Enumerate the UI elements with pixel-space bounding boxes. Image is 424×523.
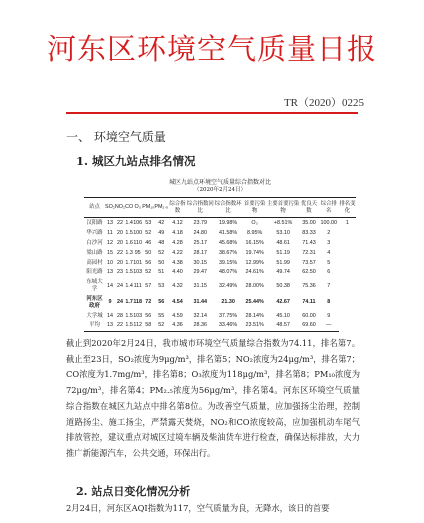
table-cell: O₃: [251, 220, 258, 226]
table-row: [84, 311, 356, 321]
table-cell: 45.10: [276, 312, 290, 319]
table-cell: 51: [158, 269, 165, 276]
table-cell: 25.17: [193, 239, 208, 246]
table-cell: 24.61%: [245, 269, 264, 276]
table-cell: 24: [117, 299, 123, 306]
table-cell: 37.75%: [218, 312, 238, 319]
red-divider: [66, 112, 358, 114]
table-cell: 7: [327, 282, 331, 289]
table-cell: 白沙河: [86, 239, 103, 246]
table-header-cell: CO: [125, 198, 133, 218]
table-row: [84, 238, 356, 248]
table-cell: 14: [106, 312, 113, 319]
table-cell: 21.30: [221, 299, 235, 306]
table-cell: 9: [327, 312, 331, 319]
table-cell: 6: [327, 269, 331, 276]
table-cell: 71.43: [302, 239, 316, 246]
analysis-paragraph: 截止到2020年2月24日，我市城市环境空气质量综合指数为74.11，排名第7。截止至23日，SO₂浓度为9μg/m³，排名第5；NO₂浓度为24μg/m³，排名第7；CO浓度为1.7mg/m³，排名第8；O₃浓度为118μg/m³，排名第8；PM₁₀浓度为72μg/m³，排名第4；PM₂.₅浓度为56μg/m³，排名第4。河东区环境空气质量综合指数在城区九站点中排名第8位。为改善空气质量，应加强扬尘治理，控制道路扬尘、施工扬尘，严禁露天焚烧，NO₂和CO浓度较高，应加强机动车尾气排放管控，建议重点对城区过境车辆及柴油货车进行检查，确保达标排放，大力推广新能源汽车，公共交通，环保出行。: [66, 338, 360, 458]
table-cell: 69.60: [299, 321, 318, 331]
ranking-table-block: [84, 179, 356, 332]
table-cell: 51.99: [276, 259, 290, 266]
table-cell: 60.00: [302, 312, 316, 319]
table-cell: 阳光路: [86, 269, 103, 276]
document-number: TR（2020）0225: [283, 97, 364, 109]
table-cell: 83.33: [302, 229, 316, 236]
table-cell: 华兴路: [86, 229, 103, 236]
table-cell: 1.5: [125, 312, 133, 319]
table-cell: 57: [145, 282, 152, 289]
table-cell: 22: [117, 249, 123, 256]
table-cell: 15: [106, 249, 113, 256]
table-row: [84, 278, 356, 295]
table-cell: 38.67%: [218, 249, 238, 256]
table-cell: 49.74: [276, 269, 290, 276]
table-cell: 52: [158, 249, 165, 256]
table-cell: 50: [145, 249, 152, 256]
table-cell: 4.32: [172, 282, 183, 289]
table-row: [84, 258, 356, 268]
table-row: [84, 228, 356, 238]
table-cell: 4.12: [172, 220, 183, 226]
table-cell: 20: [117, 229, 123, 236]
table-cell: 1.5: [125, 321, 133, 331]
table-cell: 100: [133, 229, 143, 236]
table-cell: 1: [345, 220, 349, 226]
table-header-cell: PM₂.₅: [154, 198, 168, 218]
table-cell: 25.44%: [245, 299, 264, 306]
table-cell: 19.74%: [245, 249, 264, 256]
table-cell: 4: [327, 249, 331, 256]
table-header-cell: 排名变化: [339, 198, 356, 218]
table-cell: 13: [106, 220, 113, 226]
table-cell: 101: [133, 259, 143, 266]
table-cell: 12.99%: [245, 259, 264, 266]
table-cell: 13: [105, 321, 115, 331]
table-header-cell: 首要污染物: [242, 198, 267, 218]
table-cell: 73.57: [302, 259, 316, 266]
table-cell: +8.51%: [273, 220, 293, 226]
table-cell: 51.19: [276, 249, 290, 256]
table-cell: 49: [158, 229, 165, 236]
table-row: [84, 321, 356, 331]
table-cell: 46: [145, 239, 152, 246]
table-cell: 52: [145, 229, 152, 236]
table-row: [84, 294, 356, 311]
table-cell: 14: [106, 282, 113, 289]
table-cell: 103: [133, 269, 143, 276]
table-cell: 8.95%: [246, 229, 263, 236]
table-cell: 5: [327, 259, 331, 266]
table-cell: 103: [133, 312, 143, 319]
table-header-cell: O₃: [133, 198, 142, 218]
table-cell: 48.61: [276, 239, 290, 246]
table-cell: 4.40: [172, 269, 183, 276]
table-date: （2020年2月24日）: [194, 187, 246, 193]
table-row: [84, 268, 356, 278]
table-cell: 74.11: [302, 299, 316, 306]
table-cell: 45.68%: [218, 239, 238, 246]
report-title: 河东区环境空气质量日报: [46, 32, 377, 66]
table-cell: 112: [133, 321, 142, 331]
table-cell: 4.38: [172, 259, 183, 266]
subsection-heading-daily-change: 2. 站点日变化情况分析: [76, 485, 191, 498]
table-header-cell: 综合指数环比: [214, 198, 242, 218]
table-cell: 42.67: [276, 299, 290, 306]
table-cell: 100.00: [320, 220, 337, 226]
table-cell: 110: [133, 239, 142, 246]
table-cell: 50: [158, 259, 165, 266]
table-cell: 汉阳路: [86, 220, 103, 226]
table-cell: 52: [145, 269, 152, 276]
table-header-cell: 优良天数: [299, 198, 318, 218]
table-cell: 4.22: [172, 249, 183, 256]
table-title: 城区九站点环境空气质量综合指数对比: [168, 179, 271, 186]
table-cell: 23.79: [193, 220, 208, 226]
table-cell: 1.5: [125, 229, 133, 236]
table-cell: 3: [327, 239, 331, 246]
table-cell: 高园村: [86, 259, 103, 266]
table-cell: —: [319, 321, 339, 331]
table-cell: 东城大学: [86, 279, 103, 293]
table-cell: 4.36: [168, 321, 187, 331]
table-header-cell: SO₂: [105, 198, 115, 218]
table-cell: 62.50: [302, 269, 316, 276]
table-cell: 75.36: [302, 282, 316, 289]
table-cell: 53.10: [276, 229, 290, 236]
table-cell: 24.80: [193, 229, 208, 236]
table-cell: 29.47: [193, 269, 208, 276]
table-cell: 56: [158, 299, 165, 306]
subsection-heading-ranking: 1. 城区九站点排名情况: [76, 154, 196, 168]
table-cell: 1.7: [125, 259, 133, 266]
table-cell: 1.4: [125, 220, 133, 226]
table-header-cell: PM₁₀: [142, 198, 154, 218]
table-cell: 2: [327, 229, 331, 236]
table-cell: 28.17: [193, 249, 208, 256]
table-cell: 4.28: [172, 239, 183, 246]
table-cell: 4.59: [172, 312, 183, 319]
table-cell: 11: [107, 229, 113, 236]
table-cell: 大学城: [86, 312, 103, 319]
table-cell: 35.00: [302, 220, 316, 226]
table-cell: 19.98%: [218, 220, 238, 226]
table-cell: 22: [117, 220, 123, 226]
table-header-cell: 站点: [84, 198, 105, 218]
ranking-table: [84, 197, 356, 332]
table-cell: 48.07%: [218, 269, 238, 276]
table-cell: 118: [133, 299, 143, 306]
table-cell: 32.49%: [218, 282, 238, 289]
table-cell: 1.7: [125, 299, 133, 306]
table-cell: 48.57: [267, 321, 299, 331]
table-cell: 53: [158, 282, 165, 289]
table-cell: 72: [145, 299, 152, 306]
table-cell: 4.18: [172, 229, 183, 236]
table-cell: 28.00%: [245, 282, 264, 289]
table-cell: 48: [158, 239, 165, 246]
table-header-cell: 综合指数同比: [187, 198, 214, 218]
table-cell: 10: [106, 259, 113, 266]
table-cell: 95: [134, 249, 141, 256]
table-cell: 1.6: [125, 239, 133, 246]
table-cell: 31.44: [193, 299, 208, 306]
table-cell: 12: [106, 239, 113, 246]
daily-change-paragraph: 2月24日，河东区AQI指数为117，空气质量为良，无降水，该日的首要: [66, 503, 330, 513]
table-cell: 39.15%: [218, 259, 238, 266]
table-header-cell: 综合排名: [319, 198, 339, 218]
table-cell: 53: [145, 220, 152, 226]
table-cell: 55: [158, 312, 165, 319]
table-cell: 72.31: [302, 249, 316, 256]
table-row: [84, 248, 356, 258]
table-cell: 56: [145, 259, 152, 266]
table-cell: 24: [117, 282, 123, 289]
table-cell: 50.38: [276, 282, 290, 289]
table-cell: 106: [133, 220, 143, 226]
table-cell: 28.36: [187, 321, 214, 331]
table-header-cell: NO₂: [115, 198, 125, 218]
table-cell: 平均: [84, 321, 105, 331]
table-header-row: [84, 198, 356, 218]
table-cell: 9: [108, 299, 112, 306]
table-cell: 8: [327, 299, 331, 306]
table-cell: 58: [142, 321, 154, 331]
table-cell: 31.15: [193, 282, 208, 289]
table-cell: 33.46%: [214, 321, 242, 331]
table-cell: 梁山路: [86, 249, 103, 256]
section-heading-air-quality: 一、 环境空气质量: [66, 130, 166, 144]
table-cell: 16.15%: [245, 239, 264, 246]
table-cell: 23: [117, 269, 123, 276]
table-cell: 30.15: [193, 259, 208, 266]
table-cell: 1.4: [125, 282, 133, 289]
table-body: [84, 218, 356, 331]
table-cell: 河东区政府: [86, 295, 103, 309]
table-cell: 32.14: [193, 312, 208, 319]
table-cell: 22: [115, 321, 125, 331]
table-cell: 42: [158, 220, 165, 226]
table-cell: 28: [117, 312, 123, 319]
table-header-cell: 主要首要污染物: [267, 198, 299, 218]
table-cell: 52: [154, 321, 168, 331]
table-cell: 28.14%: [245, 312, 264, 319]
table-cell: 41.58%: [218, 229, 238, 236]
table-cell: 4.54: [172, 299, 183, 306]
table-row: [84, 218, 356, 228]
table-cell: 20: [117, 259, 123, 266]
table-cell: 1.5: [125, 269, 133, 276]
table-cell: 23.51%: [242, 321, 267, 331]
table-cell: 20: [117, 239, 123, 246]
table-cell: 1.3: [125, 249, 133, 256]
table-cell: 56: [145, 312, 152, 319]
table-cell: 13: [106, 269, 113, 276]
table-cell: 111: [133, 282, 142, 289]
table-header-cell: 综合指数: [168, 198, 187, 218]
